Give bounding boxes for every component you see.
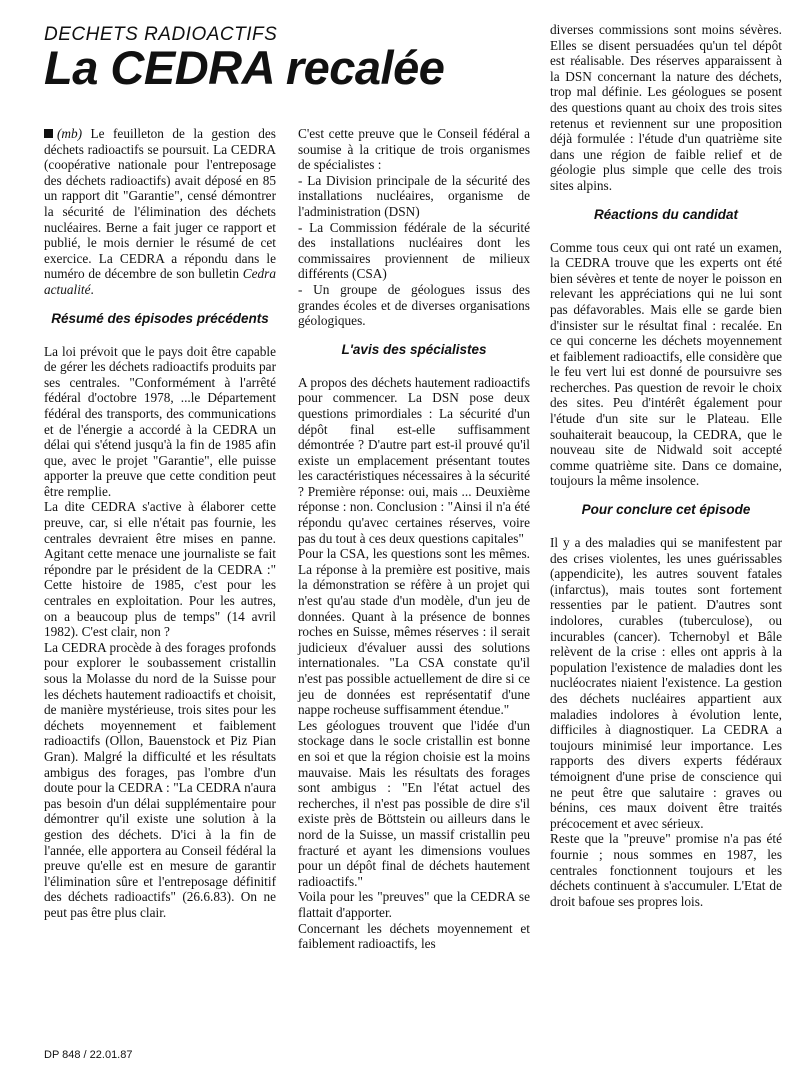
square-bullet-icon <box>44 129 53 138</box>
paragraph: diverses commissions sont moins sévères. Elles se disent persuadées qu'un tel dépôt est réalisable. Des réserves apparaissent à la DSN concernant la nature des déchets, trop mal définie. Les géologues se posent des questions quant au choix des trois sites retenus et reviennent sur une proposition déjà formulée : l'étude d'un quatrième site dans une région de faible relief et de géologie plus simple que celle des trois sites alpins. <box>550 22 782 193</box>
paragraph: La dite CEDRA s'active à élaborer cette preuve, car, si elle n'était pas fournie, les centrales devraient être mises en panne. Agitant cette menace une journaliste se fait répondre par le président de la CEDRA :" Cette histoire de 1985, c'est pour les centrales en exploitation. Pour les autres, on a beaucoup plus de temps" (14 avril 1982). C'est clair, non ? <box>44 499 276 640</box>
subheading-specialists: L'avis des spécialistes <box>341 341 487 357</box>
issue-footer: DP 848 / 22.01.87 <box>44 1049 133 1061</box>
subheading-reactions: Réactions du candidat <box>593 206 739 222</box>
intro-paragraph: (mb) Le feuilleton de la gestion des déchets radioactifs se poursuit. La CEDRA (coopérative nationale pour l'entreposage des déchets radioactifs) avait déposé en 85 un rapport dit "Garantie", censé démontrer la sécurité de l'élimination des déchets nucléaires. Berne a fait juger ce rapport et publié, le mois dernier le résumé de cet exercice. La CEDRA a répondu dans le numéro de décembre de son bulletin Cedra actualité. <box>44 126 276 297</box>
paragraph: Pour la CSA, les questions sont les mêmes. La réponse à la première est positive, mais la démonstration se réfère à un projet qui n'est qu'au stade d'un modèle, d'un jeu de données. Quant à la présence de bonnes roches en Suisse, mêmes réserves : il serait judicieux d'évaluer aussi des solutions internationales. "La CSA constate qu'il n'est pas possible actuellement de dire si ce jeu de données est représentatif d'une nappe rocheuse suffisamment étendue." <box>298 546 530 718</box>
list-item: - Un groupe de géologues issus des grandes écoles et de diverses organisations géologiques. <box>298 281 530 329</box>
paragraph: La loi prévoit que le pays doit être capable de gérer les déchets radioactifs produits par ses centrales. "Conformément à l'arrêté fédéral d'octobre 1978, ...le Département fédéral des transports, des communications et de l'énergie a accordé à la CEDRA un délai qui s'étend jusqu'à la fin de 1985 afin que, avec le projet "Garantie", elle puisse apporter la preuve que cette condition peut être remplie. <box>44 343 276 499</box>
paragraph: Voila pour les "preuves" que la CEDRA se flattait d'apporter. <box>298 889 530 920</box>
subheading-conclusion: Pour conclure cet épisode <box>581 502 751 518</box>
subheading-summary: Résumé des épisodes précédents <box>51 310 269 326</box>
article-headline: La CEDRA recalée <box>44 41 445 94</box>
paragraph: La CEDRA procède à des forages profonds pour explorer le soubassement cristallin sous la Molasse du nord de la Suisse pour les déchets hautement radioactifs et choisit, de manière mystérieuse, trois sites pour les déchets moyennement et faiblement radioactifs (Ollon, Bauenstock et Piz Pian Gran). Malgré la difficulté et les résultats ambigus des forages, pas l'ombre d'un doute pour la CEDRA : "La CEDRA n'aura pas besoin d'un délai supplémentaire pour démontrer qu'il existe une solution à la gestion des déchets. D'ici à la fin de l'année, elle apportera au Conseil fédéral la preuve qu'elle est en mesure de garantir l'élimination sûre et l'entreposage définitif des déchets radioactifs" (26.6.83). On ne peut pas être plus clair. <box>44 639 276 920</box>
bulletin-title: Cedra actualité <box>44 266 276 297</box>
author-initials: (mb) <box>57 126 83 141</box>
list-item: - La Division principale de la sécurité des installations nucléaires, organisme de l'administration (DSN) <box>298 172 530 219</box>
section-kicker: DECHETS RADIOACTIFS <box>44 24 278 45</box>
paragraph: Il y a des maladies qui se manifestent par des crises violentes, les unes guérissables (appendicite), les autres souvent fatales (infarctus), mais toutes sont fortement ressenties par le patient. D'autres sont indolores, curables (tuberculose), ou incurables (cancer). Tchernobyl et Bâle relèvent de la crise : elles ont appris à la population l'existence de maladies dont les nucléocrates niaient l'existence. La gestion des déchets nucléaires appartient aux maladies indolores à évolution lente, difficiles à diagnostiquer. La CEDRA a toujours minimisé leur importance. Les rapports des divers experts fédéraux témoignent d'une prise de conscience qui ne peut être que salutaire : graves ou bénins, ces maux doivent être traités précocement et avec sérieux. <box>550 535 782 831</box>
paragraph: Reste que la "preuve" promise n'a pas été fournie ; nous sommes en 1987, les centrales fonctionnent toujours et les déchets continuent à s'accumuler. L'Etat de droit bafoue ses propres lois. <box>550 831 782 909</box>
paragraph: Les géologues trouvent que l'idée d'un stockage dans le socle cristallin est bonne en soi et que la région choisie est la moins mauvaise. Mais les résultats des forages sont ambigus : "En l'état actuel des recherches, il n'est pas possible de dire s'il existe près de Böttstein ou ailleurs dans le nord de la Suisse, un massif cristallin peu fracturé et ayant les dimensions voulues pour un dépôt final de déchets hautement radioactifs." <box>298 717 530 889</box>
list-item: - La Commission fédérale de la sécurité des installations nucléaires dont les commissaires proviennent de milieux différents (CSA) <box>298 219 530 282</box>
column-2 <box>298 126 530 952</box>
paragraph: C'est cette preuve que le Conseil fédéral a soumise à la critique de trois organismes de spécialistes : <box>298 126 530 173</box>
paragraph: A propos des déchets hautement radioactifs pour commencer. La DSN pose deux questions primordiales : La sécurité d'un dépôt final est-elle suffisamment démontrée ? D'autre part est-il prouvé qu'il existe un emplacement présentant toutes les caractéristiques nécessaires à la sécurité ? Première réponse: oui, mais ... Deuxième réponse : non. Conclusion : "Ainsi il n'a été répondu qu'avec certaines réserves, voire pas du tout à ces deux questions capitales" <box>298 374 530 546</box>
column-1 <box>44 126 276 921</box>
paragraph: Concernant les déchets moyennement et faiblement radioactifs, les <box>298 920 530 952</box>
column-3 <box>550 22 782 909</box>
paragraph: Comme tous ceux qui ont raté un examen, la CEDRA trouve que les experts ont été bien sévères et tente de noyer le poisson en relevant les appréciations qui ne lui sont pas défavorables. Mais elle se garde bien d'insister sur le résultat final : recalée. En ce qui concerne les déchets moyennement et faiblement radioactifs, elle considère que le feu vert lui est donné de poursuivre ses recherches. Pas question de revoir le choix des sites. Peu d'intérêt également pour l'étude d'un site sur le Plateau. Elle souhaiterait beaucoup, la CEDRA, que le nouveau site de Nidwald soit accepté comme quatrième site. Dans ce domaine, toujours la même insolence. <box>550 239 782 489</box>
